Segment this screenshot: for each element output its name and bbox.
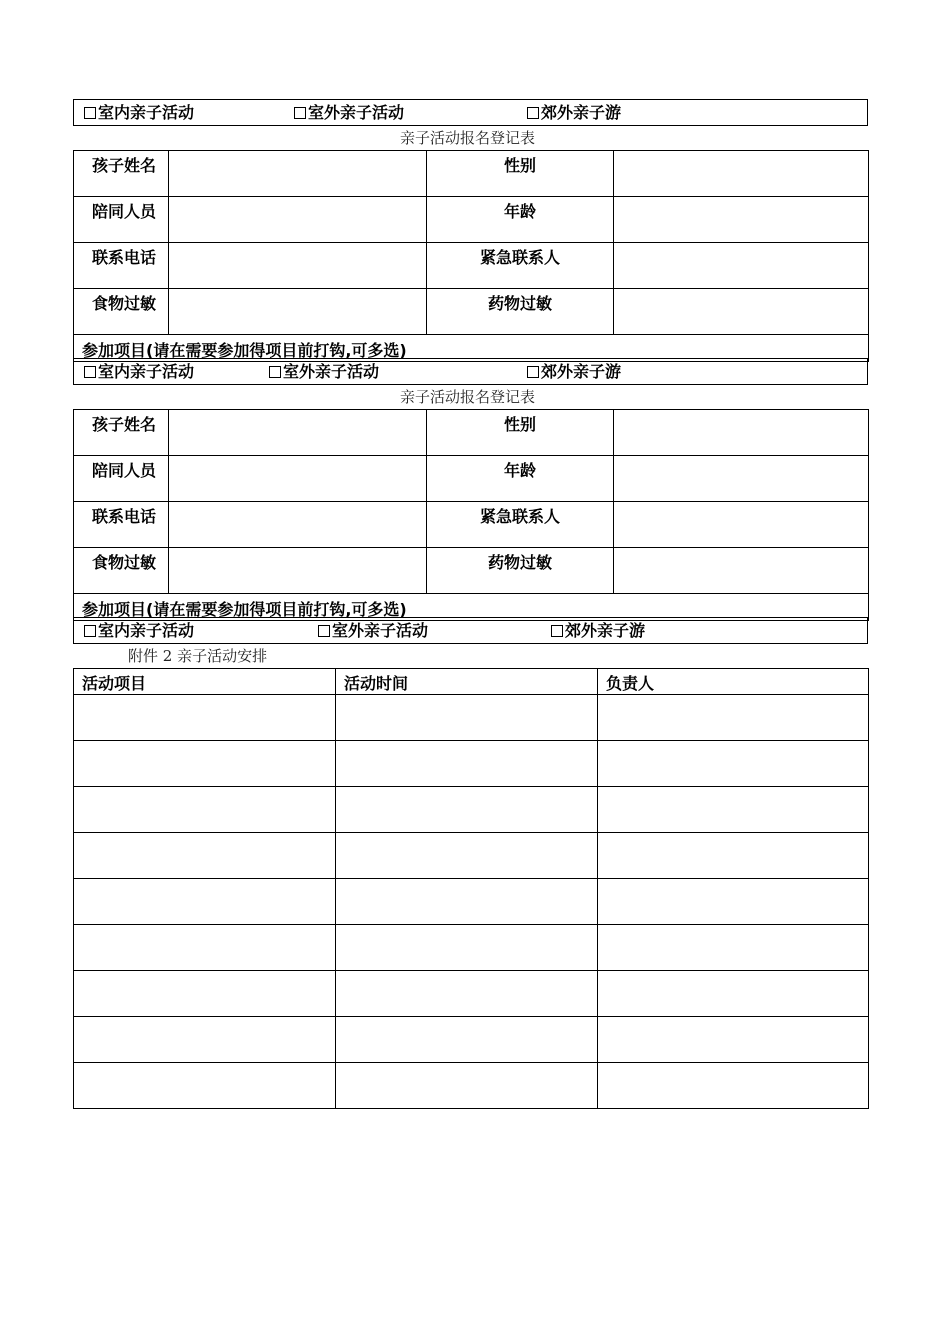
label-emergency: 紧急联系人 (427, 243, 614, 289)
option-row-top (73, 99, 868, 126)
cell-activity[interactable] (74, 1017, 336, 1063)
field-gender[interactable] (614, 151, 869, 197)
label-food-allergy: 食物过敏 (74, 548, 169, 594)
table-row (74, 971, 869, 1017)
field-drug-allergy[interactable] (614, 548, 869, 594)
header-owner: 负责人 (598, 669, 869, 695)
cell-time[interactable] (336, 971, 598, 1017)
field-food-allergy[interactable] (169, 289, 427, 335)
option-outing[interactable]: 郊外亲子游 (551, 621, 645, 641)
cell-time[interactable] (336, 695, 598, 741)
cell-owner[interactable] (598, 1017, 869, 1063)
field-child-name[interactable] (169, 410, 427, 456)
label-phone: 联系电话 (74, 243, 169, 289)
label-child-name: 孩子姓名 (74, 410, 169, 456)
cell-time[interactable] (336, 1017, 598, 1063)
join-prompt: 参加项目(请在需要参加得项目前打钩,可多选) (74, 594, 869, 621)
table-row (74, 879, 869, 925)
table-row (74, 1063, 869, 1109)
cell-time[interactable] (336, 741, 598, 787)
cell-time[interactable] (336, 1063, 598, 1109)
checkbox-icon[interactable] (318, 625, 330, 637)
label-companion: 陪同人员 (74, 456, 169, 502)
field-child-name[interactable] (169, 151, 427, 197)
label-gender: 性别 (427, 151, 614, 197)
table-row (74, 833, 869, 879)
option-outing[interactable]: 郊外亲子游 (527, 362, 621, 382)
cell-activity[interactable] (74, 741, 336, 787)
registration-form-2 (73, 409, 869, 621)
checkbox-icon[interactable] (527, 107, 539, 119)
cell-owner[interactable] (598, 925, 869, 971)
registration-form-1 (73, 150, 869, 362)
option-indoor[interactable]: 室内亲子活动 (84, 621, 194, 641)
cell-owner[interactable] (598, 1063, 869, 1109)
label-child-name: 孩子姓名 (74, 151, 169, 197)
cell-owner[interactable] (598, 741, 869, 787)
field-age[interactable] (614, 197, 869, 243)
table-row (74, 787, 869, 833)
cell-owner[interactable] (598, 971, 869, 1017)
schedule-caption: 附件 2 亲子活动安排 (128, 647, 268, 665)
header-activity: 活动项目 (74, 669, 336, 695)
option-row-1 (73, 358, 868, 385)
cell-time[interactable] (336, 879, 598, 925)
option-outdoor[interactable]: 室外亲子活动 (294, 103, 404, 123)
option-outdoor[interactable]: 室外亲子活动 (318, 621, 428, 641)
field-gender[interactable] (614, 410, 869, 456)
form-title: 亲子活动报名登记表 (400, 129, 536, 147)
cell-time[interactable] (336, 833, 598, 879)
option-outdoor[interactable]: 室外亲子活动 (269, 362, 379, 382)
table-row (74, 741, 869, 787)
field-companion[interactable] (169, 197, 427, 243)
label-gender: 性别 (427, 410, 614, 456)
cell-owner[interactable] (598, 787, 869, 833)
table-row (74, 925, 869, 971)
label-food-allergy: 食物过敏 (74, 289, 169, 335)
field-age[interactable] (614, 456, 869, 502)
label-phone: 联系电话 (74, 502, 169, 548)
option-outing[interactable]: 郊外亲子游 (527, 103, 621, 123)
cell-owner[interactable] (598, 879, 869, 925)
cell-activity[interactable] (74, 925, 336, 971)
label-age: 年龄 (427, 197, 614, 243)
checkbox-icon[interactable] (527, 366, 539, 378)
schedule-table (73, 668, 869, 1109)
label-drug-allergy: 药物过敏 (427, 289, 614, 335)
option-row-2 (73, 617, 868, 644)
cell-activity[interactable] (74, 1063, 336, 1109)
field-emergency[interactable] (614, 243, 869, 289)
checkbox-icon[interactable] (551, 625, 563, 637)
checkbox-icon[interactable] (269, 366, 281, 378)
field-emergency[interactable] (614, 502, 869, 548)
join-prompt: 参加项目(请在需要参加得项目前打钩,可多选) (74, 335, 869, 362)
label-age: 年龄 (427, 456, 614, 502)
table-row (74, 1017, 869, 1063)
checkbox-icon[interactable] (84, 366, 96, 378)
cell-activity[interactable] (74, 787, 336, 833)
cell-owner[interactable] (598, 695, 869, 741)
field-phone[interactable] (169, 243, 427, 289)
checkbox-icon[interactable] (294, 107, 306, 119)
field-food-allergy[interactable] (169, 548, 427, 594)
form-title: 亲子活动报名登记表 (400, 388, 536, 406)
checkbox-icon[interactable] (84, 625, 96, 637)
label-emergency: 紧急联系人 (427, 502, 614, 548)
field-phone[interactable] (169, 502, 427, 548)
label-drug-allergy: 药物过敏 (427, 548, 614, 594)
checkbox-icon[interactable] (84, 107, 96, 119)
cell-activity[interactable] (74, 971, 336, 1017)
cell-time[interactable] (336, 787, 598, 833)
option-indoor[interactable]: 室内亲子活动 (84, 362, 194, 382)
cell-activity[interactable] (74, 833, 336, 879)
field-companion[interactable] (169, 456, 427, 502)
cell-activity[interactable] (74, 879, 336, 925)
option-indoor[interactable]: 室内亲子活动 (84, 103, 194, 123)
cell-owner[interactable] (598, 833, 869, 879)
cell-time[interactable] (336, 925, 598, 971)
table-row (74, 695, 869, 741)
label-companion: 陪同人员 (74, 197, 169, 243)
field-drug-allergy[interactable] (614, 289, 869, 335)
cell-activity[interactable] (74, 695, 336, 741)
header-time: 活动时间 (336, 669, 598, 695)
